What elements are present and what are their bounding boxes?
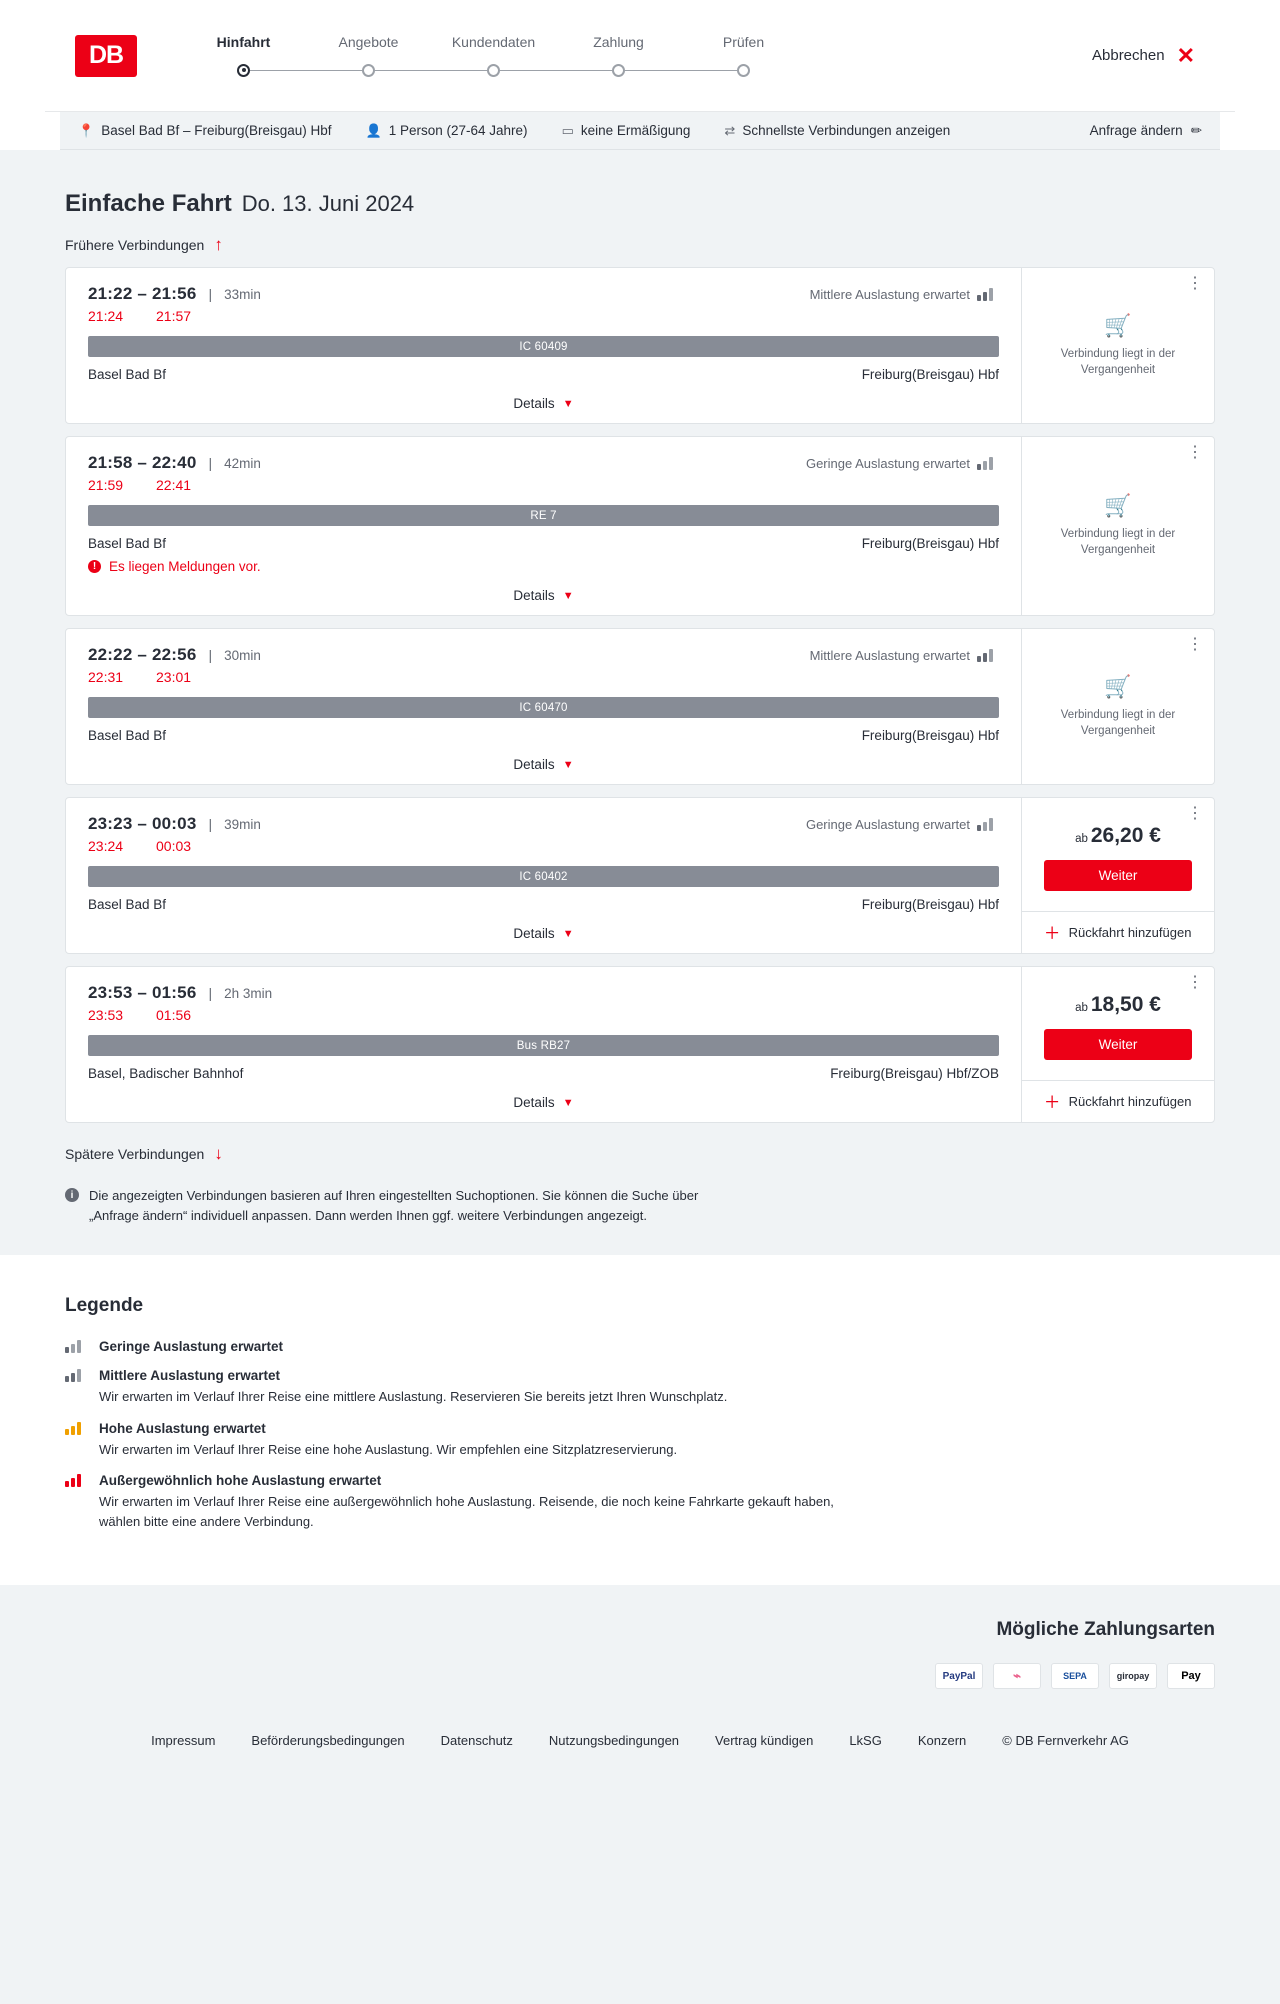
- connection-side: [1022, 798, 1214, 953]
- continue-button[interactable]: Weiter: [1044, 1029, 1192, 1060]
- occupancy-indicator: [806, 817, 999, 832]
- connection-time-row: 23:23 – 00:03 | 39min Geringe Auslastung erwartet: [88, 814, 999, 834]
- cart-disabled-icon: 🛒: [1104, 312, 1132, 338]
- connection-card[interactable]: [65, 267, 1215, 424]
- giropay-label: giropay: [1116, 1671, 1150, 1681]
- connection-stations: [88, 536, 999, 551]
- connection-time-row: 23:53 – 01:56 | 2h 3min: [88, 983, 273, 1002]
- booking-steps: [181, 34, 1092, 78]
- chevron-down-icon: ▼: [562, 397, 574, 410]
- occupancy-bars-icon: [65, 1340, 87, 1353]
- later-connections-button[interactable]: [65, 1145, 1215, 1162]
- plus-icon: ＋: [1044, 1094, 1060, 1111]
- legend-item: [65, 1421, 1215, 1460]
- past-connection-note: Verbindung liegt in der Vergangenheit: [1060, 708, 1176, 737]
- details-label: Details: [513, 1095, 555, 1110]
- step-label: Hinfahrt: [216, 33, 271, 50]
- occupancy-indicator: [806, 456, 999, 471]
- connection-details: [66, 437, 1022, 615]
- footer-link-konzern[interactable]: Konzern: [917, 1733, 967, 1748]
- occupancy-bars-icon: [65, 1474, 87, 1487]
- payments-title: Mögliche Zahlungsarten: [996, 1619, 1215, 1640]
- topbar: [45, 0, 1235, 112]
- step-dot: [487, 64, 500, 77]
- page-title-date: Do. 13. Juni 2024: [241, 191, 415, 216]
- change-request-button[interactable]: [1090, 123, 1202, 139]
- page-title-strong: Einfache Fahrt: [65, 190, 232, 217]
- footer-link-nutzungsbedingungen[interactable]: Nutzungsbedingungen: [548, 1733, 680, 1748]
- connection-realtime-to: 00:03: [156, 838, 192, 854]
- details-label: Details: [513, 588, 555, 603]
- step-pruefen[interactable]: [681, 34, 806, 78]
- step-zahlung[interactable]: [556, 34, 681, 78]
- details-toggle[interactable]: [88, 588, 999, 607]
- details-toggle[interactable]: [88, 926, 999, 945]
- connection-realtime-from: 23:24: [88, 838, 124, 854]
- connection-time-from: 22:22: [88, 645, 133, 664]
- connection-details: [66, 798, 1022, 953]
- connection-details: [66, 268, 1022, 423]
- occupancy-indicator: [810, 287, 999, 302]
- connection-time-row: 21:58 – 22:40 | 42min Geringe Auslastung erwartet: [88, 453, 999, 473]
- connection-realtime-from: 21:59: [88, 477, 124, 493]
- occupancy-bars-icon: [977, 818, 999, 831]
- price: [1075, 993, 1161, 1017]
- footer-link-impressum[interactable]: Impressum: [151, 1733, 216, 1748]
- train-label: RE 7: [88, 505, 999, 526]
- details-label: Details: [513, 757, 555, 772]
- arrow-down-icon: ↓: [214, 1144, 223, 1163]
- sepa-icon: [1051, 1663, 1099, 1689]
- location-pin-icon: 📍: [78, 122, 95, 138]
- connection-realtime-to: 21:57: [156, 308, 192, 324]
- apple-pay-icon: Pay: [1167, 1663, 1215, 1689]
- connection-side: [1022, 967, 1214, 1122]
- connection-realtime-to: 23:01: [156, 669, 192, 685]
- occupancy-label: Mittlere Auslastung erwartet: [809, 287, 970, 302]
- db-logo: DB: [75, 35, 137, 77]
- summary-sort-label: Schnellste Verbindungen anzeigen: [742, 123, 951, 138]
- add-return-trip-label: Rückfahrt hinzufügen: [1068, 1094, 1192, 1109]
- cancel-button[interactable]: [1092, 42, 1195, 68]
- person-icon: 👤: [365, 122, 382, 138]
- header: [0, 0, 1280, 150]
- price-prefix: ab: [1075, 833, 1088, 845]
- connection-realtime-from: 21:24: [88, 308, 124, 324]
- step-dot: [237, 64, 250, 77]
- step-dot: [737, 64, 750, 77]
- legend-item-desc: Wir erwarten im Verlauf Ihrer Reise eine außergewöhnlich hohe Auslastung. Reisende, die noch keine Fahrkarte gekauft haben, wählen bitte eine andere Verbindung.: [99, 1494, 834, 1529]
- summary-route-label: Basel Bad Bf – Freiburg(Breisgau) Hbf: [101, 123, 332, 138]
- search-summary-bar: [60, 112, 1220, 150]
- close-icon[interactable]: ✕: [1176, 42, 1195, 68]
- occupancy-bars-icon: [977, 288, 999, 301]
- connection-side: [1022, 437, 1214, 615]
- pencil-icon[interactable]: ✏: [1190, 122, 1202, 138]
- connection-realtime-to: 01:56: [156, 1007, 192, 1023]
- connection-realtime-row: [88, 477, 999, 493]
- connection-time-to: 22:56: [152, 645, 197, 664]
- connection-time-row: 21:22 – 21:56 | 33min Mittlere Auslastung erwartet: [88, 284, 999, 304]
- step-angebote[interactable]: [306, 34, 431, 78]
- chevron-down-icon: ▼: [562, 758, 574, 771]
- results-container: [65, 150, 1215, 1225]
- arrow-up-icon: ↑: [214, 235, 223, 254]
- step-connector: [369, 70, 494, 71]
- summary-discount-label: keine Ermäßigung: [580, 123, 691, 138]
- earlier-connections-label: Frühere Verbindungen: [65, 236, 205, 253]
- station-from: Basel Bad Bf: [88, 536, 167, 551]
- alert-icon: !: [88, 560, 101, 573]
- past-connection-note: Verbindung liegt in der Vergangenheit: [1060, 528, 1176, 556]
- more-options-icon[interactable]: ⋮: [1187, 636, 1204, 653]
- price: [1075, 824, 1161, 848]
- more-options-icon[interactable]: ⋮: [1187, 805, 1204, 822]
- payments-section: [0, 1585, 1280, 1715]
- occupancy-indicator: [810, 648, 999, 663]
- step-label: Angebote: [338, 33, 399, 50]
- connection-details: [66, 967, 1022, 1122]
- occupancy-label: Geringe Auslastung erwartet: [805, 817, 970, 832]
- station-from: Basel Bad Bf: [88, 897, 167, 912]
- sepa-label: SEPA: [1063, 1671, 1087, 1681]
- step-label: Kundendaten: [451, 33, 536, 50]
- add-return-trip-button[interactable]: [1022, 911, 1214, 953]
- page-title: [65, 190, 1215, 218]
- occupancy-bars-icon: [65, 1369, 87, 1382]
- connection-duration: 30min: [224, 648, 261, 663]
- connection-duration: 33min: [224, 287, 261, 302]
- step-connector: [494, 70, 619, 71]
- footer-link-befoerderungsbedingungen[interactable]: Beförderungsbedingungen: [251, 1733, 405, 1748]
- add-return-trip-label: Rückfahrt hinzufügen: [1068, 925, 1192, 940]
- sort-icon: ⇄: [724, 122, 736, 138]
- occupancy-bars-icon: [65, 1422, 87, 1435]
- price-value: 18,50 €: [1090, 993, 1161, 1016]
- footer-section: [0, 1715, 1280, 1782]
- step-kundendaten[interactable]: [431, 34, 556, 78]
- plus-icon: ＋: [1044, 925, 1060, 942]
- connection-duration: 39min: [224, 817, 261, 832]
- connection-time-to: 01:56: [152, 983, 197, 1002]
- train-label: Bus RB27: [88, 1035, 999, 1056]
- step-hinfahrt[interactable]: [181, 34, 306, 78]
- connection-realtime-from: 23:53: [88, 1007, 124, 1023]
- legend-item: [65, 1473, 1215, 1531]
- connection-stations: [88, 728, 999, 743]
- connection-realtime-row: [88, 1007, 999, 1023]
- connection-side: [1022, 268, 1214, 423]
- connection-time-to: 00:03: [152, 814, 197, 833]
- past-connection-note: Verbindung liegt in der Vergangenheit: [1060, 347, 1176, 376]
- connection-details: [66, 629, 1022, 784]
- connection-card[interactable]: [65, 797, 1215, 954]
- legend-item-title: Geringe Auslastung erwartet: [99, 1339, 284, 1354]
- connection-stations: [88, 1066, 999, 1081]
- payments: [65, 1619, 1215, 1689]
- station-from: Basel Bad Bf: [88, 367, 167, 382]
- more-options-icon[interactable]: ⋮: [1187, 275, 1204, 292]
- train-label: IC 60470: [88, 697, 999, 718]
- legend-title: Legende: [65, 1295, 144, 1316]
- search-note-text: Die angezeigten Verbindungen basieren auf Ihren eingestellten Suchoptionen. Sie können die Suche über „Anfrage ändern“ individuell anpassen. Dann werden Ihnen ggf. weitere Verbindungen angezeigt.: [89, 1188, 699, 1223]
- connection-side: [1022, 629, 1214, 784]
- cancel-label: Abbrechen: [1092, 47, 1165, 64]
- connection-time-from: 21:58: [88, 453, 133, 472]
- legend-item-desc: Wir erwarten im Verlauf Ihrer Reise eine mittlere Auslastung. Reservieren Sie bereits jetzt Ihren Wunschplatz.: [99, 1389, 728, 1404]
- details-toggle[interactable]: [88, 396, 999, 415]
- station-to: Freiburg(Breisgau) Hbf: [861, 897, 999, 912]
- legend-item-title: Außergewöhnlich hohe Auslastung erwartet: [99, 1473, 382, 1488]
- cart-disabled-icon: 🛒: [1104, 673, 1132, 699]
- station-to: Freiburg(Breisgau) Hbf: [861, 367, 999, 382]
- occupancy-label: Mittlere Auslastung erwartet: [809, 648, 970, 663]
- station-to: Freiburg(Breisgau) Hbf/ZOB: [830, 1066, 999, 1081]
- connection-time-to: 21:56: [152, 284, 197, 303]
- connection-realtime-row: [88, 308, 999, 324]
- details-label: Details: [513, 926, 555, 941]
- details-toggle[interactable]: [88, 1095, 999, 1114]
- details-label: Details: [513, 396, 555, 411]
- summary-route[interactable]: [78, 123, 332, 139]
- more-options-icon[interactable]: ⋮: [1187, 974, 1204, 991]
- station-from: Basel Bad Bf: [88, 728, 167, 743]
- giropay-icon: [1109, 1663, 1157, 1689]
- connection-card[interactable]: [65, 436, 1215, 616]
- main-content: [0, 150, 1280, 1255]
- footer-link-lksg[interactable]: LkSG: [849, 1733, 882, 1748]
- connection-realtime-row: [88, 838, 999, 854]
- legend-section: [0, 1255, 1280, 1585]
- station-to: Freiburg(Breisgau) Hbf: [861, 728, 999, 743]
- connection-stations: [88, 367, 999, 382]
- connection-time-from: 21:22: [88, 284, 133, 303]
- step-dot: [362, 64, 375, 77]
- footer-link-vertrag-kuendigen[interactable]: Vertrag kündigen: [715, 1733, 814, 1748]
- step-connector: [619, 70, 744, 71]
- earlier-connections-button[interactable]: [65, 236, 1215, 253]
- continue-button[interactable]: Weiter: [1044, 860, 1192, 891]
- connection-time-row: 22:22 – 22:56 | 30min Mittlere Auslastung erwartet: [88, 645, 999, 665]
- connection-card[interactable]: [65, 966, 1215, 1123]
- train-label: IC 60409: [88, 336, 999, 357]
- klarna-icon: ⌁: [993, 1663, 1041, 1689]
- legend-item-desc: Wir erwarten im Verlauf Ihrer Reise eine hohe Auslastung. Wir empfehlen eine Sitzplatzreservierung.: [99, 1441, 678, 1457]
- connection-card[interactable]: [65, 628, 1215, 785]
- legend-item: [65, 1368, 1215, 1407]
- step-label: Prüfen: [722, 33, 765, 50]
- connection-duration: 42min: [224, 456, 261, 471]
- paypal-icon: [935, 1663, 983, 1689]
- paypal-label: PayPal: [942, 1670, 976, 1682]
- footer-link-datenschutz[interactable]: Datenschutz: [440, 1733, 513, 1748]
- connection-time-from: 23:53: [88, 983, 133, 1002]
- summary-sort[interactable]: [724, 123, 950, 139]
- footer: [65, 1733, 1215, 1748]
- step-dot: [612, 64, 625, 77]
- connection-message-label: Es liegen Meldungen vor.: [109, 559, 261, 574]
- legend-item: [65, 1339, 1215, 1354]
- station-from: Basel, Badischer Bahnhof: [88, 1066, 244, 1081]
- step-label: Zahlung: [593, 33, 644, 50]
- occupancy-label: Geringe Auslastung erwartet: [805, 456, 970, 471]
- legend-item-title: Mittlere Auslastung erwartet: [99, 1368, 281, 1383]
- summary-discount[interactable]: [562, 123, 691, 139]
- summary-passengers[interactable]: [366, 123, 528, 139]
- connection-time-from: 23:23: [88, 814, 133, 833]
- connection-realtime-to: 22:41: [156, 477, 192, 493]
- price-prefix: ab: [1075, 1002, 1088, 1014]
- price-value: 26,20 €: [1090, 824, 1161, 847]
- legend: [65, 1295, 1215, 1531]
- connection-stations: [88, 897, 999, 912]
- chevron-down-icon: ▼: [562, 589, 574, 602]
- cart-disabled-icon: 🛒: [1104, 493, 1132, 519]
- change-request-label: Anfrage ändern: [1089, 123, 1183, 138]
- station-to: Freiburg(Breisgau) Hbf: [861, 536, 999, 551]
- search-note: [65, 1186, 725, 1225]
- footer-copyright: © DB Fernverkehr AG: [1002, 1733, 1129, 1748]
- connection-realtime-row: [88, 669, 999, 685]
- more-options-icon[interactable]: ⋮: [1187, 444, 1204, 461]
- connection-message[interactable]: [88, 559, 999, 574]
- step-connector: [244, 70, 369, 71]
- connection-time-to: 22:40: [152, 453, 197, 472]
- connection-duration: 2h 3min: [224, 986, 273, 1001]
- add-return-trip-button[interactable]: [1022, 1080, 1214, 1122]
- occupancy-bars-icon: [977, 457, 999, 470]
- summary-passengers-label: 1 Person (27-64 Jahre): [388, 123, 528, 138]
- card-icon: ▭: [561, 122, 574, 138]
- train-label: IC 60402: [88, 866, 999, 887]
- chevron-down-icon: ▼: [562, 927, 574, 940]
- info-icon: i: [65, 1188, 79, 1202]
- connection-realtime-from: 22:31: [88, 669, 124, 685]
- details-toggle[interactable]: [88, 757, 999, 776]
- payment-icons: [65, 1663, 1215, 1689]
- legend-item-title: Hohe Auslastung erwartet: [99, 1420, 266, 1436]
- later-connections-label: Spätere Verbindungen: [65, 1145, 205, 1162]
- chevron-down-icon: ▼: [562, 1096, 574, 1109]
- occupancy-bars-icon: [977, 649, 999, 662]
